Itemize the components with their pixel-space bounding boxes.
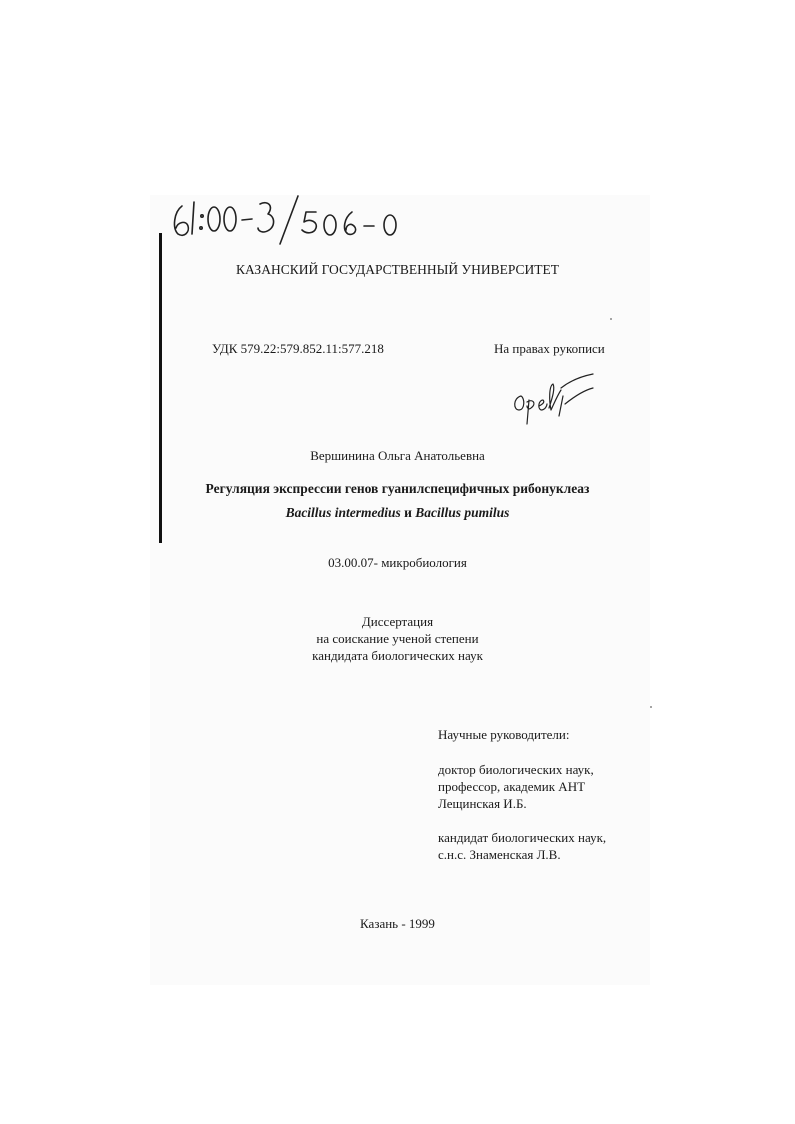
supervisor-1-name: Лещинская И.Б. xyxy=(438,796,527,811)
specialty-code: 03.00.07- микробиология xyxy=(328,555,467,570)
species-name-1: Bacillus intermedius xyxy=(285,505,401,520)
handwritten-signature xyxy=(505,366,600,428)
degree-line: на соискание ученой степени xyxy=(316,631,479,646)
rights-notice: На правах рукописи xyxy=(494,341,605,356)
author-name: Вершинина Ольга Анатольевна xyxy=(310,448,485,463)
dissertation-title-line-1: Регуляция экспрессии генов гуанилспецифичных рибонуклеаз xyxy=(205,481,590,496)
udk-code: УДК 579.22:579.852.11:577.218 xyxy=(212,341,384,356)
supervisors-block xyxy=(438,726,606,863)
scan-speck xyxy=(650,706,652,708)
dissertation-label: Диссертация xyxy=(361,614,434,629)
degree-name: кандидата биологических наук xyxy=(312,648,483,663)
scanned-page-area xyxy=(150,195,650,985)
species-name-2: Bacillus pumilus xyxy=(415,505,510,520)
title-conjunction: и xyxy=(400,505,416,520)
supervisor-1-degree: доктор биологических наук, xyxy=(438,762,594,777)
supervisor-1-title: профессор, академик АНТ xyxy=(438,779,586,794)
scan-speck xyxy=(610,318,612,320)
supervisor-2-degree: кандидат биологических наук, xyxy=(438,830,607,845)
handwritten-archive-number xyxy=(168,188,418,248)
university-name: КАЗАНСКИЙ ГОСУДАРСТВЕННЫЙ УНИВЕРСИТЕТ xyxy=(236,262,559,277)
supervisor-2-name: с.н.с. Знаменская Л.В. xyxy=(438,847,561,862)
dissertation-degree-block xyxy=(0,613,795,664)
city-and-year: Казань - 1999 xyxy=(360,916,435,931)
dissertation-title-line-2 xyxy=(0,505,795,521)
supervisors-heading: Научные руководители: xyxy=(438,727,570,742)
